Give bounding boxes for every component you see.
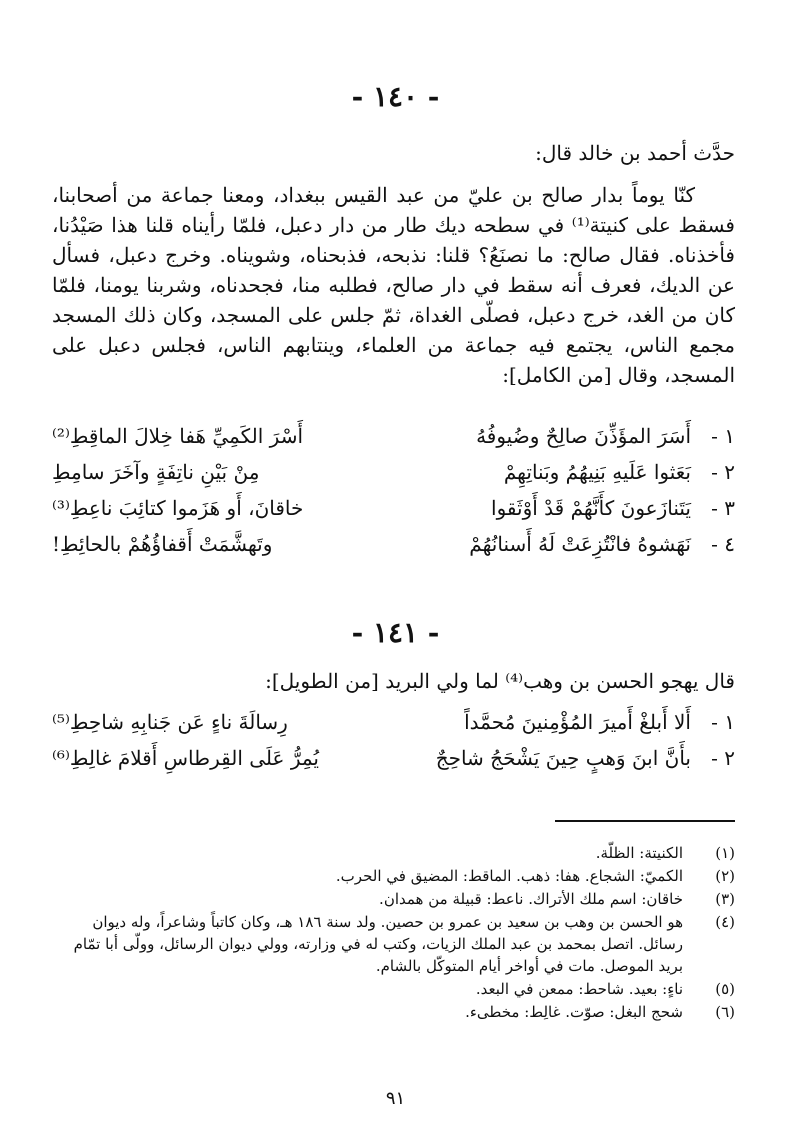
verse-number: ١ - bbox=[711, 710, 735, 734]
prose-paragraph bbox=[52, 180, 735, 390]
section-number: - ١٤١ - bbox=[351, 616, 440, 649]
footnote-text: هو الحسن بن وهب بن سعيد بن عمرو بن حصين. ولد سنة ١٨٦ هـ، وكان كاتباً وشاعراً، وله ديوان رسائل. اتصل بمحمد بن عبد الملك الزيات، وكتب له في وزارته، وولي ديوان الرسائل، وولّى أبا تمّام بريد الموصل. مات في أواخر أيام المتوكّل بالشام. bbox=[73, 913, 683, 975]
second-hemistich: أَسْرَ الكَمِيِّ هَفا خِلالَ الماقِطِ⁽²⁾ bbox=[52, 424, 304, 448]
section-intro: حدَّث أحمد بن خالد قال: bbox=[535, 141, 735, 165]
footnote-number: (٥) bbox=[715, 980, 735, 998]
first-hemistich: بَعَثوا عَلَيهِ بَنِيهُمُ وبَناتِهِمْ bbox=[503, 460, 691, 484]
verse-line bbox=[52, 424, 735, 460]
verse-line bbox=[52, 496, 735, 532]
paragraph-text: كنّا يوماً بدار صالح بن عليّ من عبد القيس ببغداد، ومعنا جماعة من أصحابنا، فسقط على كنيتة⁽¹⁾ في سطحه ديك طار من دار دعبل، فلمّا رأيناه قلنا هذا صَيْدُنا، فأخذناه. فقال صالح: ما نصنَعُ؟ قلنا: نذبحه، فذبحناه، وشويناه. وخرج دعبل، فسأل عن الديك، فعرف أنه سقط في دار صالح، فطلبه منا، فجحدناه، وشربنا يومنا، فلمّا كان من الغد، خرج دعبل، فصلّى الغداة، ثمّ جلس على المسجد، وكان ذلك المسجد مجمع الناس، يجتمع فيه جماعة من العلماء، وينتابهم الناس، فجلس دعبل على المسجد، وقال [من الكامل]: bbox=[52, 183, 735, 387]
poem bbox=[52, 710, 735, 782]
footnote-text: شحج البغل: صوّت. غالِط: مخطىء. bbox=[465, 1003, 683, 1021]
page-number: ٩١ bbox=[385, 1088, 406, 1109]
poem bbox=[52, 424, 735, 568]
first-hemistich: بأَنَّ ابنَ وَهبٍ حِينَ يَشْحَجُ شاحِجٌ bbox=[435, 746, 691, 770]
footnote-number: (١) bbox=[715, 844, 735, 862]
footnote-divider bbox=[555, 820, 735, 822]
footnote bbox=[52, 978, 735, 1000]
footnote-number: (٣) bbox=[715, 890, 735, 908]
verse-line bbox=[52, 532, 735, 568]
footnote-text: الكنيتة: الظلّة. bbox=[595, 844, 683, 862]
first-hemistich: نَهَشوهُ فانْتُزِعَتْ لَهُ أَسنانُهُمْ bbox=[469, 532, 691, 556]
verse-number: ٣ - bbox=[711, 496, 735, 520]
footnote-number: (٢) bbox=[715, 867, 735, 885]
verse-line bbox=[52, 460, 735, 496]
verse-number: ٢ - bbox=[711, 460, 735, 484]
verse-line bbox=[52, 710, 735, 746]
section-number: - ١٤٠ - bbox=[351, 80, 440, 113]
verse-number: ١ - bbox=[711, 424, 735, 448]
footnote bbox=[52, 911, 735, 977]
second-hemistich: رِسالَةَ ناءٍ عَن جَنابِهِ شاحِطِ⁽⁵⁾ bbox=[52, 710, 288, 734]
footnote bbox=[52, 865, 735, 887]
footnotes bbox=[52, 842, 735, 1024]
section-intro: قال يهجو الحسن بن وهب⁽⁴⁾ لما ولي البريد [من الطويل]: bbox=[265, 669, 735, 693]
footnote-text: خاقان: اسم ملك الأتراك. ناعط: قبيلة من همدان. bbox=[379, 890, 683, 908]
footnote-number: (٦) bbox=[715, 1003, 735, 1021]
verse-number: ٢ - bbox=[711, 746, 735, 770]
verse-line bbox=[52, 746, 735, 782]
footnote-text: ناءٍ: بعيد. شاحط: ممعن في البعد. bbox=[475, 980, 683, 998]
second-hemistich: يُمِرُّ عَلَى القِرطاسِ أَقلامَ غالِطِ⁽⁶⁾ bbox=[52, 746, 319, 770]
footnote-text: الكميّ: الشجاع. هفا: ذهب. الماقط: المضيق في الحرب. bbox=[335, 867, 683, 885]
second-hemistich: وتَهشَّمَتْ أَقفاؤُهُمْ بالحائِطِ! bbox=[52, 532, 273, 556]
second-hemistich: مِنْ بَيْنِ ناتِفَةٍ وآخَرَ سامِطِ bbox=[52, 460, 260, 484]
first-hemistich: أَلا أَبلغْ أَميرَ المُؤْمِنينَ مُحمَّداً bbox=[464, 710, 691, 734]
footnote-number: (٤) bbox=[715, 913, 735, 931]
first-hemistich: يَتَنازَعونَ كأَنَّهُمْ قَدْ أَوْثَقوا bbox=[491, 496, 691, 520]
second-hemistich: خاقانَ، أَو هَزَموا كتائِبَ ناعِطِ⁽³⁾ bbox=[52, 496, 304, 520]
first-hemistich: أَسَرَ المؤَذِّنَ صالِحٌ وضُيوفُهُ bbox=[476, 424, 691, 448]
verse-number: ٤ - bbox=[711, 532, 735, 556]
footnote bbox=[52, 888, 735, 910]
footnote bbox=[52, 1001, 735, 1023]
footnote bbox=[52, 842, 735, 864]
